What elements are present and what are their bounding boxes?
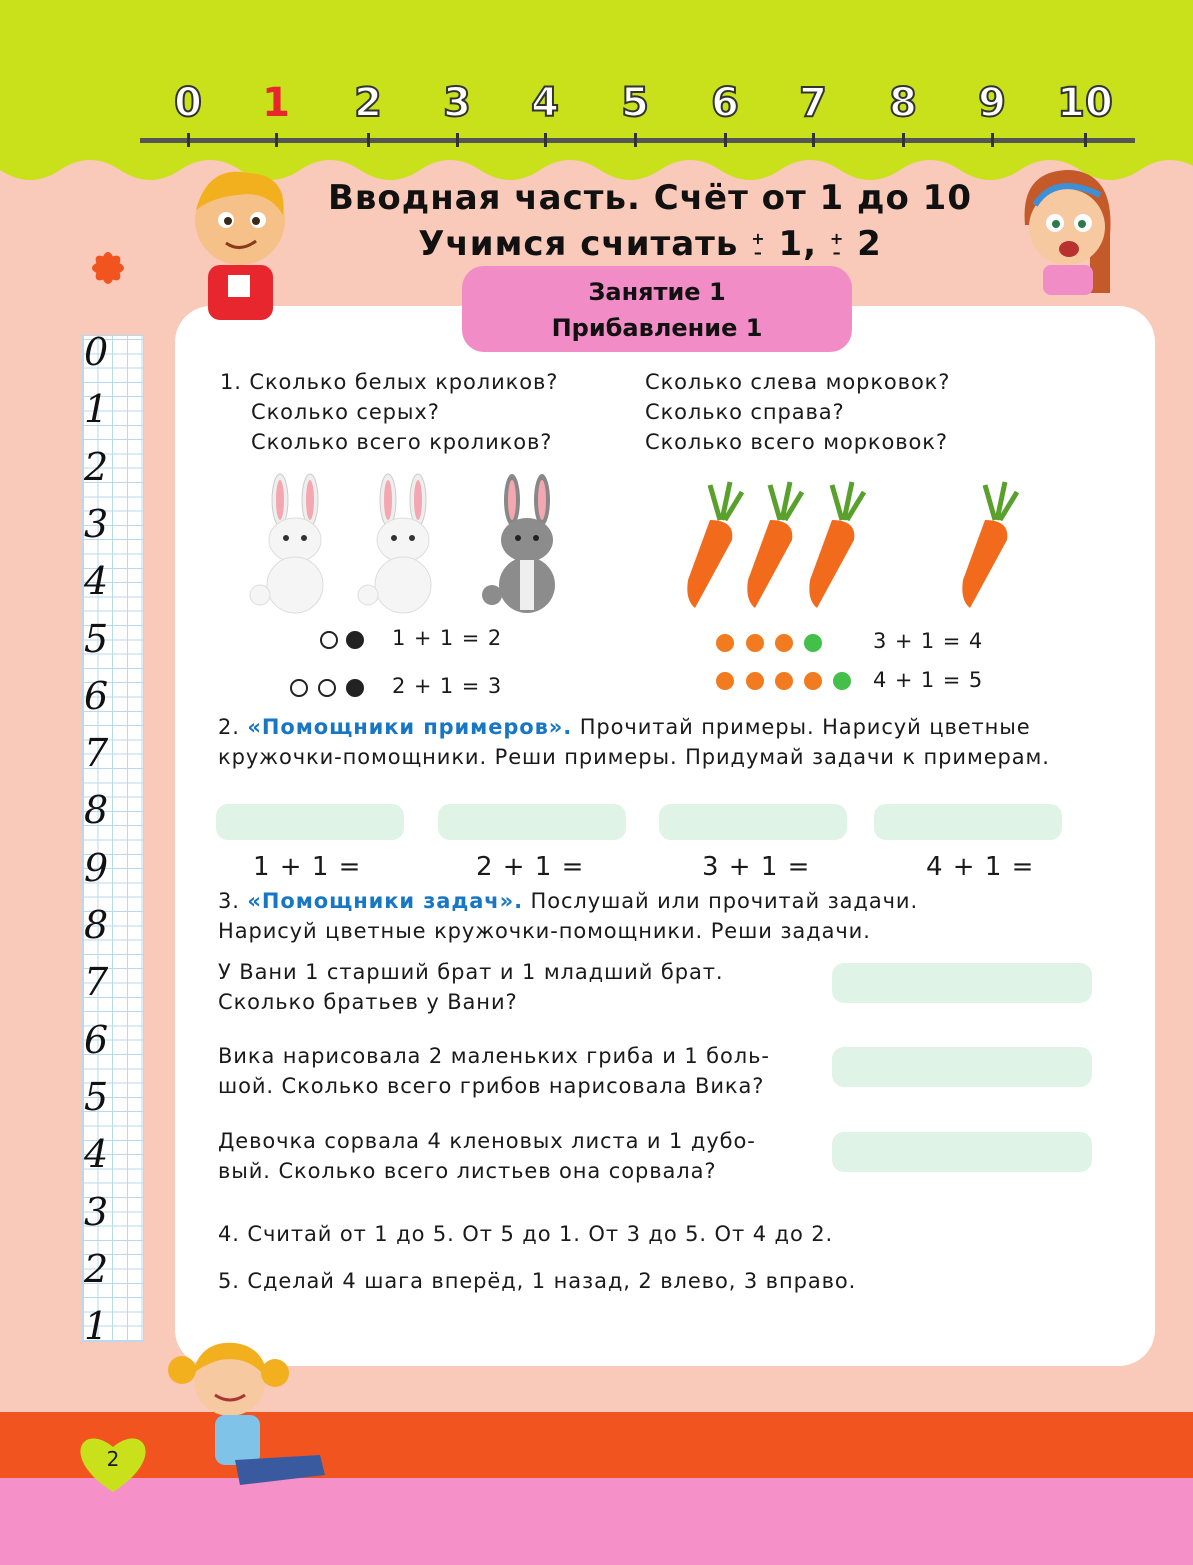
number-line-label: 4 (531, 80, 559, 126)
dot-green (833, 672, 851, 690)
number-line-label: 0 (174, 80, 202, 126)
flower-icon (80, 238, 136, 298)
answer-box[interactable] (832, 1132, 1092, 1172)
boy-illustration (178, 165, 308, 325)
carrot-4 (962, 482, 1017, 608)
grey-rabbit (482, 474, 555, 613)
copybook-digit: 5 (84, 1074, 109, 1119)
number-line-label: 6 (711, 80, 739, 126)
dot-orange (716, 634, 734, 652)
copybook-digit: 9 (84, 845, 109, 890)
copybook-digit: 1 (84, 387, 109, 432)
example-4: 4 + 1 = (926, 852, 1035, 882)
dot-white (318, 679, 336, 697)
number-line-axis (140, 138, 1135, 143)
problem-2-line2: шой. Сколько всего грибов нарисовала Вика? (218, 1074, 765, 1098)
number-line-label: 9 (978, 80, 1006, 126)
task1-q1: 1. Сколько белых кроликов? (220, 370, 559, 394)
task2-line1: 2. «Помощники примеров». Прочитай примеры. Нарисуй цветные (218, 715, 1031, 739)
white-rabbit-2 (358, 474, 431, 613)
dot-orange (746, 634, 764, 652)
example-1: 1 + 1 = (253, 852, 362, 882)
carrot-1 (687, 482, 742, 608)
number-line-tick (456, 133, 459, 147)
copybook-digit: 6 (84, 1017, 109, 1062)
carrot-eq-2: 4 + 1 = 5 (873, 668, 984, 692)
carrot-eq-1: 3 + 1 = 4 (873, 629, 984, 653)
number-line-tick (902, 133, 905, 147)
copybook-digit: 7 (84, 960, 109, 1005)
page-number: 2 (106, 1447, 120, 1471)
task1-q2: Сколько серых? (251, 400, 440, 424)
task2-line2: кружочки-помощники. Реши примеры. Придумай задачи к примерам. (218, 745, 1050, 769)
number-line-label: 10 (1057, 80, 1113, 126)
carrot-3 (809, 482, 864, 608)
sitting-girl-illustration (160, 1335, 335, 1505)
task1-q3: Сколько всего кроликов? (251, 430, 553, 454)
copybook-digit: 4 (84, 1132, 109, 1177)
dot-white (290, 679, 308, 697)
problem-3-line2: вый. Сколько всего листьев она сорвала? (218, 1159, 717, 1183)
carrot-2 (747, 482, 802, 608)
girl-illustration (1015, 165, 1115, 295)
white-rabbit-1 (250, 474, 323, 613)
copybook-digit: 3 (84, 501, 109, 546)
number-line-tick (187, 133, 190, 147)
task4: 4. Считай от 1 до 5. От 5 до 1. От 3 до 5. От 4 до 2. (218, 1222, 834, 1246)
number-line-tick (275, 133, 278, 147)
answer-box[interactable] (438, 804, 626, 840)
example-2: 2 + 1 = (476, 852, 585, 882)
copybook-digit: 8 (84, 903, 109, 947)
problem-3-line1: Девочка сорвала 4 кленовых листа и 1 дубо- (218, 1129, 756, 1153)
rabbits-illustration (240, 470, 570, 615)
dot-black (346, 679, 364, 697)
copybook-digit: 2 (84, 444, 109, 489)
problem-2-line1: Вика нарисовала 2 маленьких гриба и 1 боль- (218, 1044, 770, 1068)
dot-orange (716, 672, 734, 690)
rabbit-eq-1: 1 + 1 = 2 (392, 626, 503, 650)
copybook-digit: 2 (84, 1246, 109, 1291)
page-title: Вводная часть. Счёт от 1 до 10 (327, 178, 972, 218)
dot-green (804, 634, 822, 652)
task3-line1: 3. «Помощники задач». Послушай или прочитай задачи. (218, 889, 919, 913)
number-line-tick (724, 133, 727, 147)
answer-box[interactable] (216, 804, 404, 840)
answer-box[interactable] (832, 963, 1092, 1003)
copybook-digit: 0 (84, 330, 109, 374)
number-line-label: 1 (262, 80, 290, 126)
task1-q5: Сколько справа? (645, 400, 845, 424)
copybook-digit: 5 (84, 616, 109, 661)
rabbit-eq-2: 2 + 1 = 3 (392, 674, 503, 698)
number-line-tick (1084, 133, 1087, 147)
number-line-label: 2 (354, 80, 382, 126)
copybook-digit: 1 (84, 1304, 109, 1349)
dot-black (346, 631, 364, 649)
copybook-digit: 3 (84, 1189, 109, 1234)
dot-orange (775, 672, 793, 690)
task1-q6: Сколько всего морковок? (645, 430, 948, 454)
lesson-subtitle: Прибавление 1 (551, 314, 763, 342)
copybook-digit: 4 (84, 559, 109, 604)
number-line-label: 3 (443, 80, 471, 126)
problem-1-line2: Сколько братьев у Вани? (218, 990, 518, 1014)
task5: 5. Сделай 4 шага вперёд, 1 назад, 2 влево, 3 вправо. (218, 1269, 857, 1293)
copybook-digit: 6 (84, 673, 109, 718)
copybook-digit: 7 (84, 731, 109, 776)
number-line-tick (367, 133, 370, 147)
answer-box[interactable] (874, 804, 1062, 840)
number-line-tick (812, 133, 815, 147)
number-line-tick (991, 133, 994, 147)
number-line-label: 5 (621, 80, 649, 126)
task3-line2: Нарисуй цветные кружочки-помощники. Реши задачи. (218, 919, 871, 943)
copybook-digit: 8 (84, 788, 109, 833)
lesson-title: Занятие 1 (588, 278, 726, 306)
example-3: 3 + 1 = (702, 852, 811, 882)
problem-1-line1: У Вани 1 старший брат и 1 младший брат. (218, 960, 724, 984)
page-subtitle: Учимся считать + – 1, + – 2 (418, 224, 882, 264)
dot-orange (775, 634, 793, 652)
dot-orange (804, 672, 822, 690)
number-line-label: 8 (889, 80, 917, 126)
answer-box[interactable] (659, 804, 847, 840)
number-line-tick (634, 133, 637, 147)
answer-box[interactable] (832, 1047, 1092, 1087)
dot-white (320, 631, 338, 649)
task1-q4: Сколько слева морковок? (645, 370, 951, 394)
number-line-tick (544, 133, 547, 147)
number-line-label: 7 (799, 80, 827, 126)
dot-orange (746, 672, 764, 690)
carrots-illustration (680, 480, 1040, 612)
